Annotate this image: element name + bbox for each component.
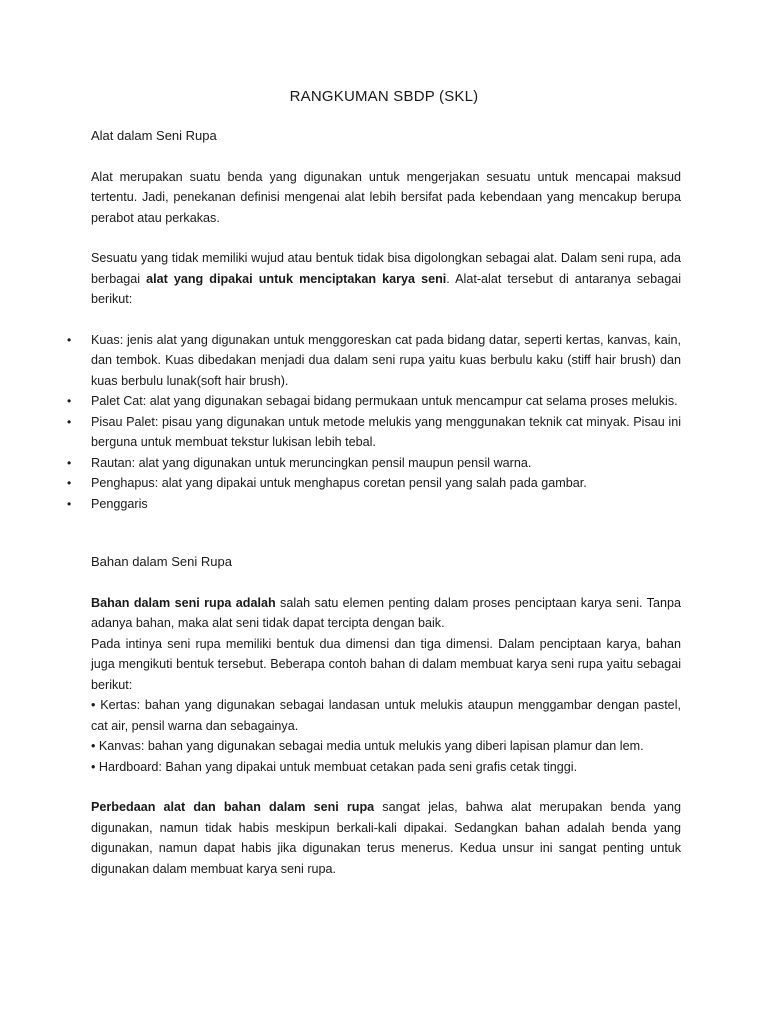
list-item-text: Pisau Palet: pisau yang digunakan untuk metode melukis yang menggunakan teknik cat minyak. Pisau ini berguna untuk membuat tekstur lukisan lebih tebal.	[91, 414, 681, 449]
alat-list	[67, 330, 681, 515]
paragraph-alat-intro-pre: Sesuatu yang tidak memiliki wujud atau bentuk tidak bisa digolongkan sebagai alat. Dalam seni rupa, ada berbagai	[91, 251, 681, 286]
document-body	[67, 126, 681, 879]
paragraph-alat-definition: Alat merupakan suatu benda yang digunakan untuk mengerjakan sesuatu untuk mencapai maksud tertentu. Jadi, penekanan definisi mengenai alat lebih bersifat pada kebendaan yang mencakup berupa perabot atau perkakas.	[91, 169, 681, 225]
bullet-icon: •	[67, 455, 72, 470]
paragraph-alat-intro-post: . Alat-alat tersebut di antaranya sebagai berikut:	[91, 271, 681, 306]
bullet-icon: •	[67, 496, 72, 511]
list-item	[67, 412, 681, 453]
bullet-icon: •	[67, 394, 72, 408]
paragraph-alat-intro-bold: alat yang dipakai untuk menciptakan karya seni	[146, 271, 447, 286]
list-item	[67, 330, 681, 392]
paragraph-bahan-definition-bold: Bahan dalam seni rupa adalah	[91, 595, 276, 610]
section-heading-alat: Alat dalam Seni Rupa	[91, 128, 217, 143]
list-item-text: Rautan: alat yang digunakan untuk meruncingkan pensil maupun pensil warna.	[91, 455, 532, 470]
list-item	[67, 473, 681, 494]
section-heading-bahan: Bahan dalam Seni Rupa	[91, 554, 232, 569]
list-item-text: Penghapus: alat yang dipakai untuk menghapus coretan pensil yang salah pada gambar.	[91, 476, 587, 490]
paragraph-perbedaan-post: sangat jelas, bahwa alat merupakan benda yang digunakan, namun tidak habis meskipun berkali-kali dipakai. Sedangkan bahan adalah benda yang digunakan, namun dapat habis jika digunakan terus menerus. Kedua unsur ini sangat penting untuk digunakan dalam membuat karya seni rupa.	[91, 800, 681, 876]
paragraph-perbedaan-bold: Perbedaan alat dan bahan dalam seni rupa	[91, 800, 375, 814]
document-title: RANGKUMAN SBDP (SKL)	[289, 88, 479, 105]
paragraph-bahan-dimensions: Pada intinya seni rupa memiliki bentuk dua dimensi dan tiga dimensi. Dalam penciptaan karya, bahan juga mengikuti bentuk tersebut. Beberapa contoh bahan di dalam membuat karya seni rupa yaitu sebagai berikut:	[91, 636, 681, 692]
paragraph-alat-intro	[91, 248, 681, 310]
paragraph-bahan-definition	[91, 593, 681, 634]
bahan-item-kertas: • Kertas: bahan yang digunakan sebagai landasan untuk melukis ataupun menggambar dengan pastel, cat air, pensil warna dan sebagainya.	[91, 698, 681, 733]
list-item	[67, 494, 681, 515]
bullet-icon: •	[67, 476, 72, 490]
paragraph-bahan-definition-post: salah satu elemen penting dalam proses penciptaan karya seni. Tanpa adanya bahan, maka alat seni tidak dapat tercipta dengan baik.	[91, 595, 681, 630]
list-item	[67, 453, 681, 474]
bullet-icon: •	[67, 332, 72, 347]
bahan-item-kanvas: • Kanvas: bahan yang digunakan sebagai media untuk melukis yang diberi lapisan plamur dan lem.	[91, 739, 644, 753]
list-item-text: Palet Cat: alat yang digunakan sebagai bidang permukaan untuk mencampur cat selama proses melukis.	[91, 394, 678, 408]
bullet-icon: •	[67, 414, 72, 429]
paragraph-perbedaan	[91, 797, 681, 879]
list-item	[67, 391, 681, 412]
list-item-text: Penggaris	[91, 496, 148, 511]
list-item-text: Kuas: jenis alat yang digunakan untuk menggoreskan cat pada bidang datar, seperti kertas, kanvas, kain, dan tembok. Kuas dibedakan menjadi dua dalam seni rupa yaitu kuas berbulu kaku (stiff hair brush) dan kuas berbulu lunak(soft hair brush).	[91, 332, 681, 388]
bahan-item-hardboard: • Hardboard: Bahan yang dipakai untuk membuat cetakan pada seni grafis cetak tinggi.	[91, 759, 578, 774]
